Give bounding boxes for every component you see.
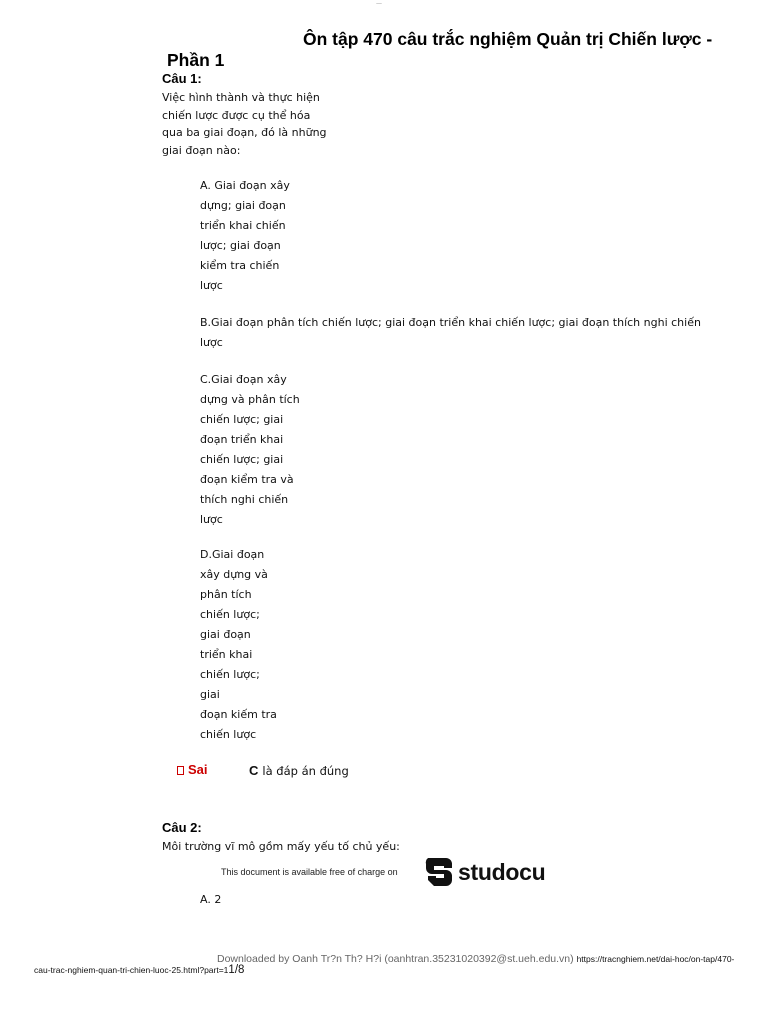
wrong-mark-icon xyxy=(177,766,184,775)
option-line: C.Giai đoạn xây xyxy=(200,373,287,386)
promo-text: This document is available free of charge on xyxy=(221,867,398,877)
option-line: thích nghi chiến xyxy=(200,493,289,506)
option-line: lược xyxy=(200,513,223,526)
document-title: Ôn tập 470 câu trắc nghiệm Quản trị Chiến lược - xyxy=(303,29,713,49)
option-line: dựng và phân tích xyxy=(200,393,300,406)
option-line: chiến lược; giai xyxy=(200,413,284,426)
studocu-logo-icon xyxy=(424,856,454,888)
option-line: đoạn kiểm tra và xyxy=(200,473,294,486)
question-1-text xyxy=(162,89,327,159)
question-line: qua ba giai đoạn, đó là những xyxy=(162,126,327,139)
source-url-part2[interactable]: cau-trac-nghiem-quan-tri-chien-luoc-25.html?part=1 xyxy=(34,965,229,975)
option-line: kiểm tra chiến xyxy=(200,259,280,272)
option-line: triển khai chiến xyxy=(200,219,286,232)
q2-option-a[interactable]: A. 2 xyxy=(200,893,222,906)
download-footer xyxy=(217,953,734,965)
option-line: đoạn triển khai xyxy=(200,433,284,446)
option-line: triển khai xyxy=(200,648,253,661)
correct-answer xyxy=(249,763,349,778)
option-a[interactable] xyxy=(200,176,290,296)
option-line: lược xyxy=(200,336,223,349)
result-wrong xyxy=(177,762,208,777)
option-line: chiến lược xyxy=(200,728,257,741)
option-c[interactable] xyxy=(200,370,300,530)
option-line: đoạn kiếm tra xyxy=(200,708,277,721)
option-line: chiến lược; xyxy=(200,608,260,621)
question-1-label: Câu 1: xyxy=(162,71,202,86)
option-line: D.Giai đoạn xyxy=(200,548,265,561)
page-number: 1/8 xyxy=(228,964,245,976)
correct-text: là đáp án đúng xyxy=(262,764,349,778)
option-line: lược xyxy=(200,279,223,292)
download-footer-line2 xyxy=(34,964,244,976)
option-line: lược; giai đoạn xyxy=(200,239,281,252)
option-line: phân tích xyxy=(200,588,252,601)
option-line: giai đoạn xyxy=(200,628,251,641)
option-line: giai xyxy=(200,688,220,701)
correct-letter: C xyxy=(249,763,259,778)
option-d[interactable] xyxy=(200,545,277,745)
question-line: giai đoạn nào: xyxy=(162,143,241,157)
question-2-text: Môi trường vĩ mô gồm mấy yếu tố chủ yếu: xyxy=(162,840,400,853)
studocu-brand-text: studocu xyxy=(458,858,546,885)
question-line: Việc hình thành và thực hiện xyxy=(162,91,320,104)
question-2-label: Câu 2: xyxy=(162,820,202,835)
downloaded-by: Downloaded by Oanh Tr?n Th? H?i (oanhtran.35231020392@st.ueh.edu.vn) xyxy=(217,953,574,965)
option-line: chiến lược; giai xyxy=(200,453,284,466)
document-title-part: Phần 1 xyxy=(167,50,225,70)
result-label: Sai xyxy=(188,762,208,777)
option-line: chiến lược; xyxy=(200,668,260,681)
top-mark: — xyxy=(376,0,382,7)
option-b[interactable] xyxy=(200,313,701,353)
option-line: xây dựng và xyxy=(200,568,268,581)
studocu-logo[interactable] xyxy=(424,856,545,888)
source-url-part1[interactable]: https://tracnghiem.net/dai-hoc/on-tap/470- xyxy=(576,954,735,964)
option-line: B.Giai đoạn phân tích chiến lược; giai đoạn triển khai chiến lược; giai đoạn thích nghi chiến xyxy=(200,316,701,329)
option-line: A. Giai đoạn xây xyxy=(200,179,290,192)
question-line: chiến lược được cụ thể hóa xyxy=(162,108,311,122)
option-line: dựng; giai đoạn xyxy=(200,199,286,212)
